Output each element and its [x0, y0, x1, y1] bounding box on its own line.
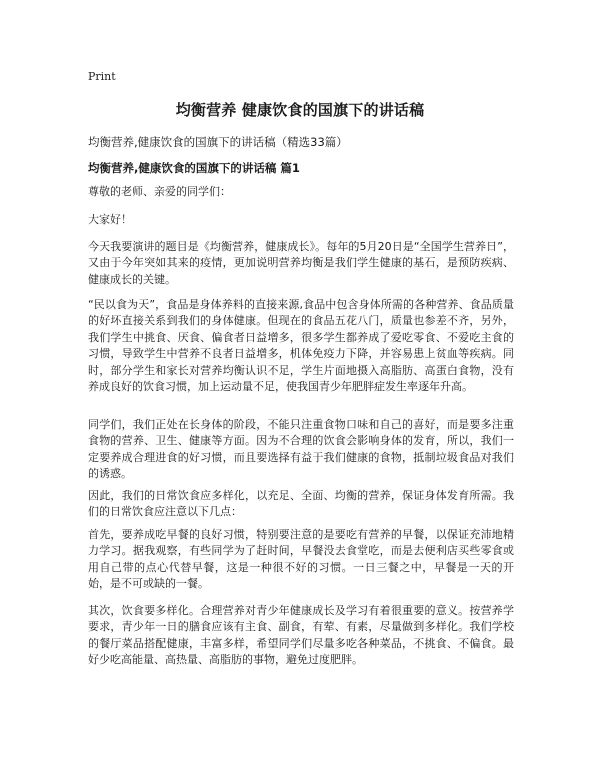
paragraph: 因此，我们的日常饮食应多样化，以充足、全面、均衡的营养，保证身体发育所需。我们的日常饮食应注意以下几点： — [88, 489, 514, 519]
greeting: 大家好！ — [88, 213, 132, 226]
paragraph: “民以食为天”，食品是身体养料的直接来源,食品中包含身体所需的各种营养、食品质量的好坏直接关系到我们的身体健康。但现在的食品五花八门，质量也参差不齐，另外，我们学生中挑食、厌食、偏食者日益增多，很多学生都养成了爱吃零食、不爱吃主食的习惯，导致学生中营养不良者日益增多，机体免疫力下降，并容易患上贫血等疾病。同时，部分学生和家长对营养均衡认识不足，学生片面地摄入高脂肪、高蛋白食物，没有养成良好的饮食习惯，加上运动量不足，使我国青少年肥胖症发生率逐年升高。 — [88, 298, 514, 394]
print-link[interactable]: Print — [88, 70, 116, 83]
document-title: 均衡营养 健康饮食的国旗下的讲话稿 — [175, 101, 425, 119]
section-heading: 均衡营养,健康饮食的国旗下的讲话稿 篇1 — [88, 161, 300, 175]
document-subtitle: 均衡营养,健康饮食的国旗下的讲话稿（精选33篇） — [88, 135, 348, 149]
salutation: 尊敬的老师、亲爱的同学们： — [88, 185, 231, 198]
paragraph: 其次，饮食要多样化。合理营养对青少年健康成长及学习有着很重要的意义。按营养学要求，青少年一日的膳食应该有主食、副食，有荤、有素，尽量做到多样化。我们学校的餐厅菜品搭配健康，丰富多样，希望同学们尽量多吃各种菜品，不挑食、不偏食。最好少吃高能量、高热量、高脂肪的事物，避免过度肥胖。 — [88, 604, 514, 667]
paragraph: 首先，要养成吃早餐的良好习惯，特别要注意的是要吃有营养的早餐，以保证充沛地精力学习。据我观察，有些同学为了赶时间，早餐没去食堂吃，而是去便利店买些零食或用自己带的点心代替早餐，这是一种很不好的习惯。一日三餐之中，早餐是一天的开始，是不可或缺的一餐。 — [88, 528, 514, 591]
paragraph: 同学们，我们正处在长身体的阶段，不能只注重食物口味和自己的喜好，而是要多注重食物的营养、卫生、健康等方面。因为不合理的饮食会影响身体的发育，所以，我们一定要养成合理进食的好习惯，而且要选择有益于我们健康的食物，抵制垃圾食品对我们的诱惑。 — [88, 418, 514, 481]
paragraph: 今天我要演讲的题目是《均衡营养，健康成长》。每年的5月20日是“全国学生营养日”，又由于今年突如其来的疫情，更加说明营养均衡是我们学生健康的基石，是预防疾病、健康成长的关键。 — [88, 240, 514, 286]
